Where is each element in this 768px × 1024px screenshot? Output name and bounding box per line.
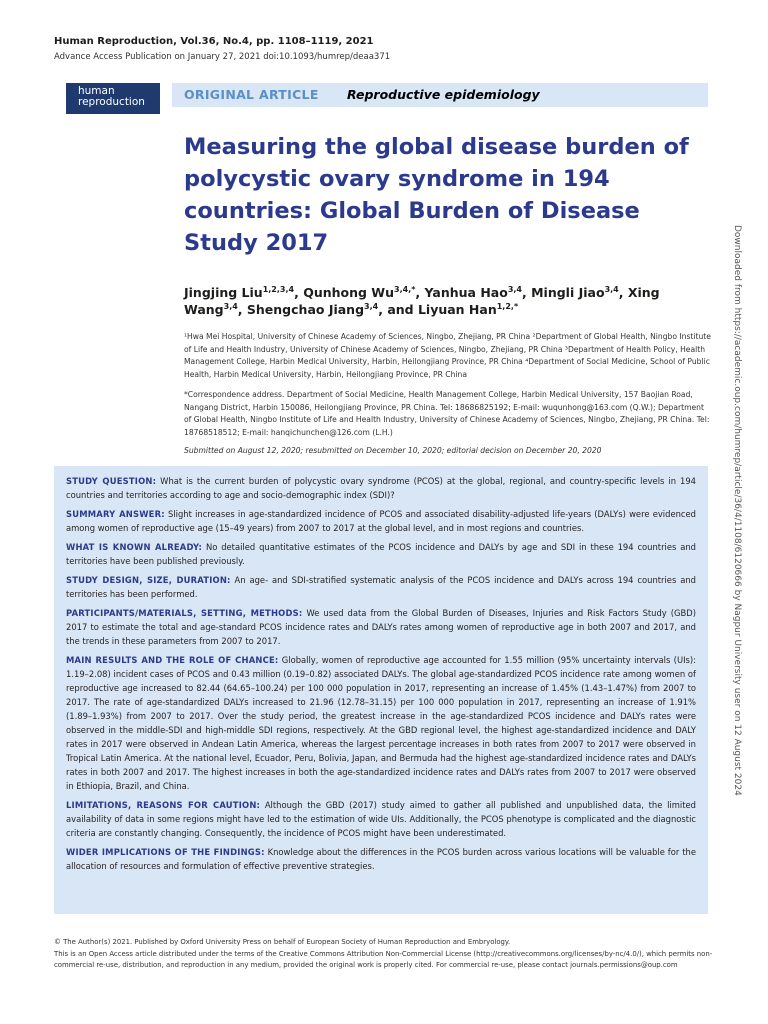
abstract-text: Globally, women of reproductive age accounted for 1.55 million (95% uncertainty intervals (UIs): 1.19–2.08) incident cases of PCOS and 0.43 million (0.19–0.82) associated DALYs. The global age-standardized PCOS incidence rate among women of reproductive age increased to 82.44 (64.65–100.24) per 100 000 population in 2017, representing an increase of 1.45% (1.43–1.47%) from 2007 to 2017. The rate of age-standardized DALYs increased to 21.96 (12.78–31.15) per 100 000 population in 2017, representing an increase of 1.91% (1.89–1.93%) from 2007 to 2017. Over the study period, the greatest increase in the age-standardized PCOS incidence and DALYs rates were observed in the middle-SDI and high-middle SDI regions, respectively. At the GBD regional level, the highest age-standardized incidence and DALY rates in 2017 were observed in Andean Latin America, whereas the largest percentage increases in both rates from 2007 to 2017 were observed in Tropical Latin America. At the national level, Ecuador, Peru, Bolivia, Japan, and Bermuda had the highest age-standardized incidence rates and DALYs rates in both 2007 and 2017. The highest increases in both the age-standardized incidence rates and DALYs rates from 2007 to 2017 were observed in Ethiopia, Brazil, and China. [66,655,696,791]
affiliations: ¹Hwa Mei Hospital, University of Chinese Academy of Sciences, Ningbo, Zhejiang, PR China ²Department of Global Health, Ningbo Institute of Life and Health Industry, University of Chinese Academy of Sciences, Ningbo, Zhejiang, PR China ³Department of Health Policy, Health Management College, Harbin Medical University, Harbin, Heilongjiang Province, PR China ⁴Department of Social Medicine, School of Public Health, Harbin Medical University, Harbin, Heilongjiang Province, PR China [184,332,711,379]
abstract-limitations [66,798,696,840]
abstract-text: No detailed quantitative estimates of the PCOS incidence and DALYs by age and SDI in these 194 countries and territories have been published previously. [66,542,696,566]
abstract-wider-implications [66,845,696,873]
author-affiliation-marks: 1,2,* [496,301,519,311]
abstract-methods [66,606,696,648]
author-separator: , [294,285,304,300]
author-name: Liyuan Han [417,302,497,317]
access-line: Advance Access Publication on January 27, 2021 doi:10.1093/humrep/deaa371 [54,52,391,62]
author-affiliation-marks: 3,4,* [394,284,416,294]
author-affiliation-marks: 3,4 [364,301,379,311]
author[interactable] [418,302,518,317]
abstract-text: Knowledge about the differences in the PCOS burden across various locations will be valuable for the allocation of resources and formulation of effective preventive strategies. [66,847,696,871]
journal-reference: Human Reproduction, Vol.36, No.4, pp. 1108–1119, 2021 [54,36,374,47]
submission-history: Submitted on August 12, 2020; resubmitted on December 10, 2020; editorial decision on December 20, 2020 [184,446,602,455]
author[interactable] [531,285,619,300]
abstract-text: We used data from the Global Burden of Diseases, Injuries and Risk Factors Study (GBD) 2017 to estimate the total and age-standard PCOS incidence rates and DALYs rates among women of reproductive age in both 2007 and 2017, and the trends in these parameters from 2007 to 2017. [66,608,696,646]
license-notice: This is an Open Access article distributed under the terms of the Creative Commons Attribution Non-Commercial License (http://creativecommons.org/licenses/by-nc/4.0/), which permits non-commercial re-use, distribution, and reproduction in any medium, provided the original work is properly cited. For commercial re-use, please contact journals.permissions@oup.com [54,949,713,969]
author-affiliation-marks: 3,4 [604,284,619,294]
copyright-notice: © The Author(s) 2021. Published by Oxford University Press on behalf of European Society of Human Reproduction and Embryology. [54,938,511,946]
author-affiliation-marks: 3,4 [223,301,238,311]
author-affiliation-marks: 3,4 [507,284,522,294]
abstract-heading: STUDY QUESTION: [66,476,157,486]
abstract-heading: SUMMARY ANSWER: [66,509,165,519]
download-watermark: Downloaded from https://academic.oup.com/humrep/article/36/4/1108/6120666 by Nagpur University user on 12 August 2024 [732,225,742,796]
author-name: Qunhong Wu [303,285,394,300]
abstract-heading: PARTICIPANTS/MATERIALS, SETTING, METHODS: [66,608,303,618]
author-separator: , [522,285,532,300]
abstract-known-already [66,540,696,568]
abstract-heading: MAIN RESULTS AND THE ROLE OF CHANCE: [66,655,279,665]
author[interactable] [303,285,415,300]
abstract-summary-answer [66,507,696,535]
section-banner [172,83,708,107]
structured-abstract [54,466,708,914]
abstract-heading: STUDY DESIGN, SIZE, DURATION: [66,575,231,585]
abstract-heading: LIMITATIONS, REASONS FOR CAUTION: [66,800,261,810]
logo-line-1: human [78,85,115,97]
logo-line-2: reproduction [78,96,145,108]
abstract-heading: WIDER IMPLICATIONS OF THE FINDINGS: [66,847,265,857]
section-label: ORIGINAL ARTICLE [184,87,319,102]
author-separator: , [618,285,628,300]
author-list [184,284,704,318]
author-affiliation-marks: 1,2,3,4 [262,284,295,294]
abstract-heading: WHAT IS KNOWN ALREADY: [66,542,203,552]
journal-logo [66,83,160,114]
author-separator: , [415,285,425,300]
author-name: Jingjing Liu [184,285,263,300]
abstract-text: Although the GBD (2017) study aimed to gather all published and unpublished data, the limited availability of data in some regions might have led to the estimation of wide UIs. Additionally, the PCOS phenotype is complicated and the diagnostic criteria are constantly changing. Consequently, the incidence of PCOS might have been underestimated. [66,800,696,838]
article-title: Measuring the global disease burden of polycystic ovary syndrome in 194 countries: Global Burden of Disease Study 2017 [184,134,689,256]
license-footer [54,937,714,972]
abstract-text: What is the current burden of polycystic ovary syndrome (PCOS) at the global, regional, and country-specific levels in 194 countries and territories according to age and socio-demographic index (SDI)? [66,476,696,500]
author-name: Shengchao Jiang [246,302,365,317]
section-subject: Reproductive epidemiology [347,87,540,102]
author[interactable] [184,285,294,300]
author-name: Xing Wang [184,285,660,317]
author-name: Mingli Jiao [531,285,605,300]
abstract-text: An age- and SDI-stratified systematic analysis of the PCOS incidence and DALYs across 194 countries and territories has been performed. [66,575,696,599]
abstract-study-design [66,573,696,601]
correspondence-address: *Correspondence address. Department of Social Medicine, Health Management College, Harbin Medical University, 157 Baojian Road, Nangang District, Harbin 150086, Heilongjiang Province, PR China. Tel: 18686825192; E-mail: wuqunhong@163.com (Q.W.); Department of Global Health, Ningbo Institute of Life and Health Industry, University of Chinese Academy of Sciences, Ningbo, Zhejiang, PR China. Tel: 18768518512; E-mail: hanqichunchen@126.com (L.H.) [184,390,710,437]
author-separator: , [237,302,247,317]
abstract-study-question [66,474,696,502]
author-separator: , and [378,302,418,317]
author[interactable] [247,302,378,317]
author-name: Yanhua Hao [424,285,508,300]
author[interactable] [425,285,522,300]
abstract-main-results [66,653,696,793]
abstract-text: Slight increases in age-standardized incidence of PCOS and associated disability-adjusted life-years (DALYs) were evidenced among women of reproductive age (15–49 years) from 2007 to 2017 at the global level, and in most regions and countries. [66,509,696,533]
